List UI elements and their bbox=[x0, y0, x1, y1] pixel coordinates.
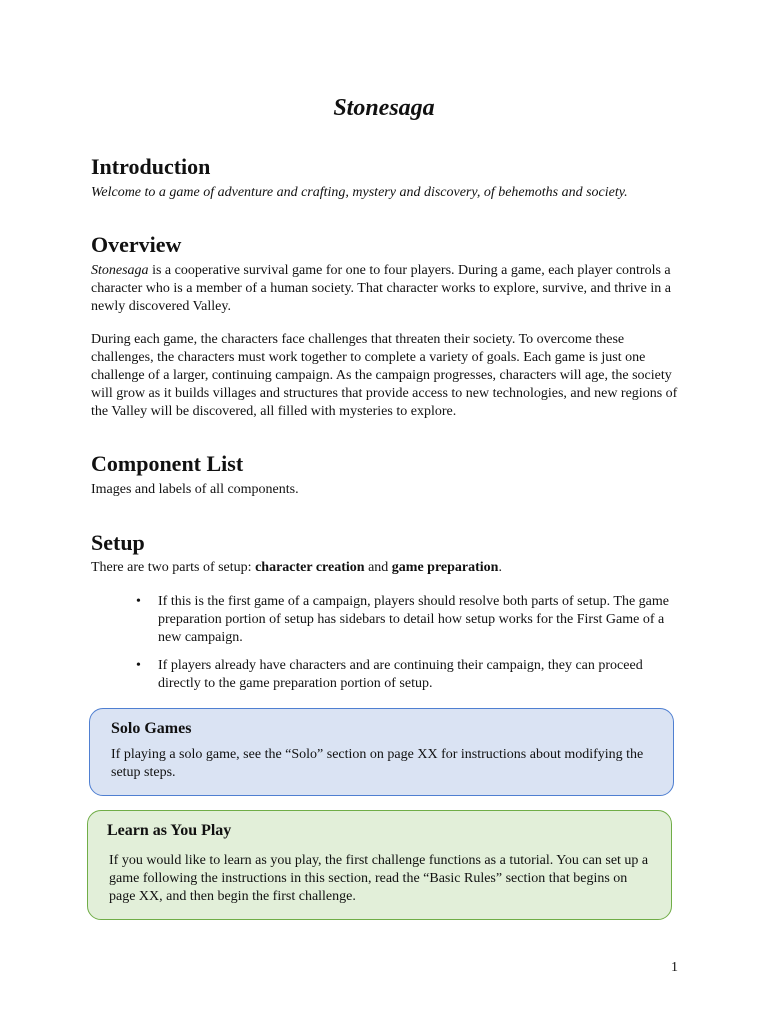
list-item bbox=[91, 657, 681, 693]
solo-games-title: Solo Games bbox=[111, 720, 192, 737]
setup-term-character-creation: character creation bbox=[255, 560, 365, 575]
overview-paragraph-1 bbox=[91, 262, 681, 316]
component-list-text: Images and labels of all components. bbox=[91, 482, 299, 497]
overview-paragraph-1-text: is a cooperative survival game for one to four players. During a game, each player controls a character who is a member of a human society. That character works to explore, survive, and thrive in a newly discovered Valley. bbox=[91, 263, 672, 314]
list-item bbox=[91, 593, 681, 647]
solo-games-sidebar bbox=[89, 708, 674, 796]
document-title: Stonesaga bbox=[333, 95, 435, 121]
overview-paragraph-2: During each game, the characters face challenges that threaten their society. To overcome these challenges, the characters must work together to complete a variety of goals. Each game is just one challenge of a larger, continuing campaign. As the campaign progresses, characters will age, the society will grow as it builds villages and structures that provide access to new technologies, and new regions of the Valley will be discovered, all filled with mysteries to explore. bbox=[91, 332, 678, 419]
game-name: Stonesaga bbox=[91, 263, 149, 278]
bullet-icon: • bbox=[136, 658, 141, 673]
solo-games-text: If playing a solo game, see the “Solo” section on page XX for instructions about modifying the setup steps. bbox=[111, 747, 644, 780]
setup-bullet-list bbox=[91, 593, 681, 703]
setup-intro-start: There are two parts of setup: bbox=[91, 560, 256, 575]
overview-heading: Overview bbox=[91, 232, 182, 257]
list-item-text: If players already have characters and are continuing their campaign, they can proceed directly to the game preparation portion of setup. bbox=[158, 658, 643, 691]
introduction-heading: Introduction bbox=[91, 154, 211, 179]
learn-as-you-play-text: If you would like to learn as you play, the first challenge functions as a tutorial. You can set up a game following the instructions in this section, read the “Basic Rules” section that begins on page XX, and then begin the first challenge. bbox=[109, 853, 649, 904]
setup-term-game-preparation: game preparation bbox=[391, 560, 499, 575]
learn-as-you-play-title: Learn as You Play bbox=[107, 822, 232, 839]
list-item-text: If this is the first game of a campaign, players should resolve both parts of setup. The game preparation portion of setup has sidebars to detail how setup works for the First Game of a new campaign. bbox=[158, 594, 669, 645]
component-list-heading: Component List bbox=[91, 451, 244, 476]
setup-intro-mid: and bbox=[364, 560, 392, 575]
learn-as-you-play-sidebar bbox=[87, 810, 672, 920]
bullet-icon: • bbox=[136, 594, 141, 609]
introduction-text: Welcome to a game of adventure and crafting, mystery and discovery, of behemoths and society. bbox=[91, 185, 628, 200]
setup-intro bbox=[91, 559, 681, 577]
setup-heading: Setup bbox=[91, 530, 145, 555]
page-number: 1 bbox=[671, 960, 678, 975]
setup-intro-end: . bbox=[498, 560, 502, 575]
